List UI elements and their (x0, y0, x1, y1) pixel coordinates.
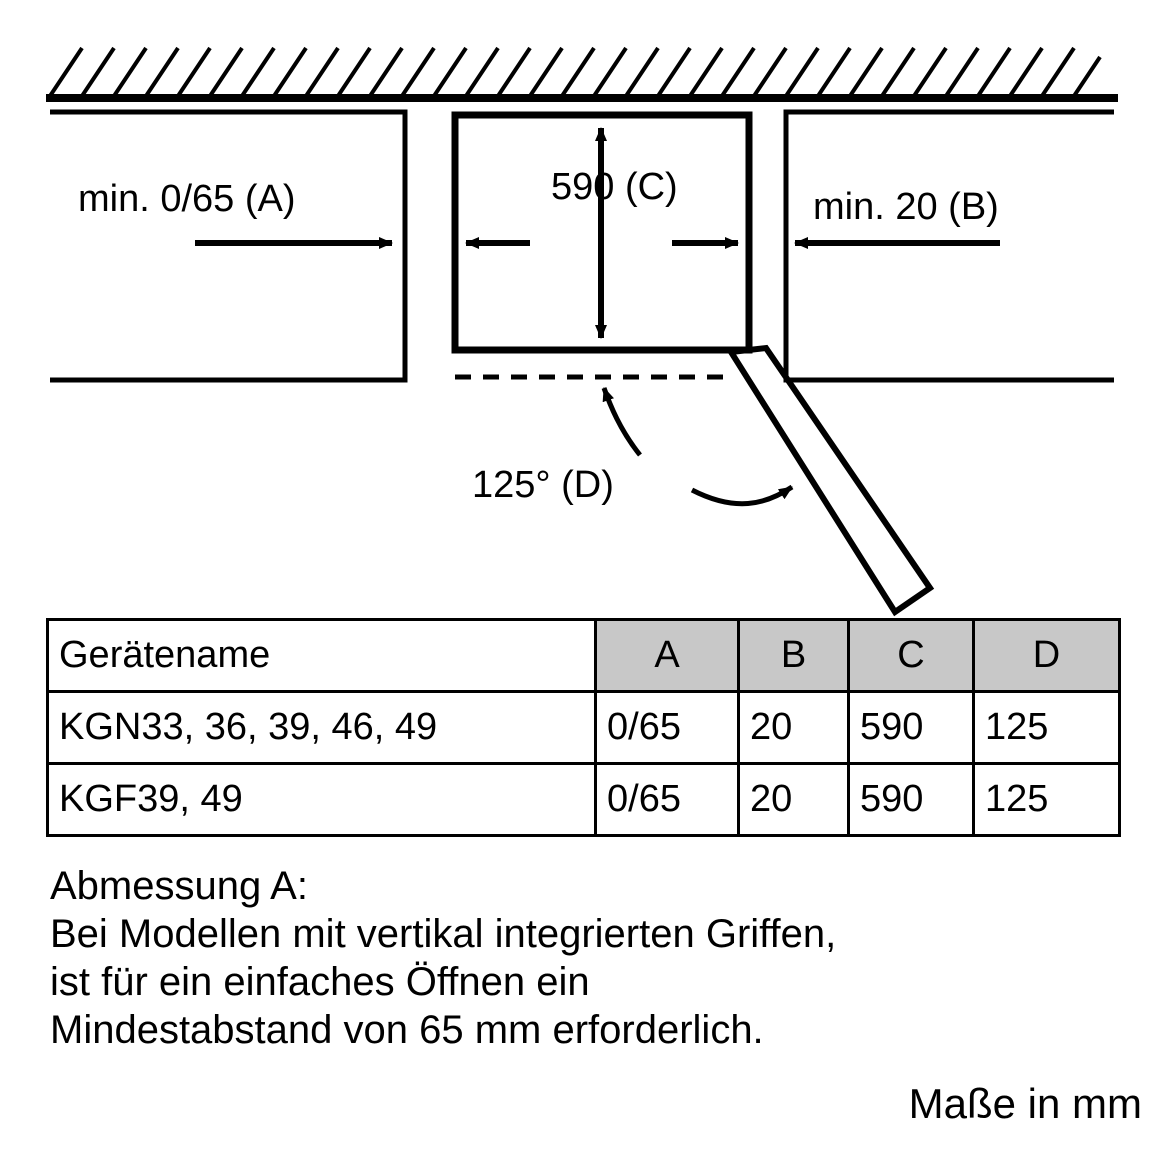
dimension-label-b: min. 20 (B) (813, 186, 999, 228)
table-header-c: C (849, 620, 974, 692)
table-cell-device-name: KGN33, 36, 39, 46, 49 (48, 692, 596, 764)
footnote-line-2: Bei Modellen mit vertikal integrierten Griffen, (50, 912, 837, 956)
specification-table (46, 618, 1121, 837)
footnote-line-4: Mindestabstand von 65 mm erforderlich. (50, 1008, 764, 1052)
angle-arrow-to-open (692, 487, 792, 504)
footnote-line-3: ist für ein einfaches Öffnen ein (50, 960, 590, 1004)
footnote-line-1: Abmessung A: (50, 864, 308, 908)
table-cell-b: 20 (739, 764, 849, 836)
table-row (48, 764, 1120, 836)
open-door-panel (731, 348, 930, 612)
table-cell-c: 590 (849, 692, 974, 764)
table-header-a: A (596, 620, 739, 692)
table-header-row (48, 620, 1120, 692)
table-cell-c: 590 (849, 764, 974, 836)
dimension-label-a: min. 0/65 (A) (78, 178, 296, 220)
table-header-d: D (974, 620, 1120, 692)
wall-hatching (46, 48, 1100, 96)
table-header-device-name: Gerätename (48, 620, 596, 692)
table-cell-b: 20 (739, 692, 849, 764)
table-cell-a: 0/65 (596, 692, 739, 764)
table-cell-device-name: KGF39, 49 (48, 764, 596, 836)
table-cell-a: 0/65 (596, 764, 739, 836)
table-cell-d: 125 (974, 764, 1120, 836)
table-row (48, 692, 1120, 764)
footnote-block (50, 862, 1130, 1054)
dimension-label-c: 590 (C) (551, 166, 678, 208)
dimension-label-d: 125° (D) (472, 464, 614, 506)
table-cell-d: 125 (974, 692, 1120, 764)
units-note: Maße in mm (908, 1080, 1142, 1127)
angle-arrow-to-closed (604, 388, 640, 455)
table-header-b: B (739, 620, 849, 692)
